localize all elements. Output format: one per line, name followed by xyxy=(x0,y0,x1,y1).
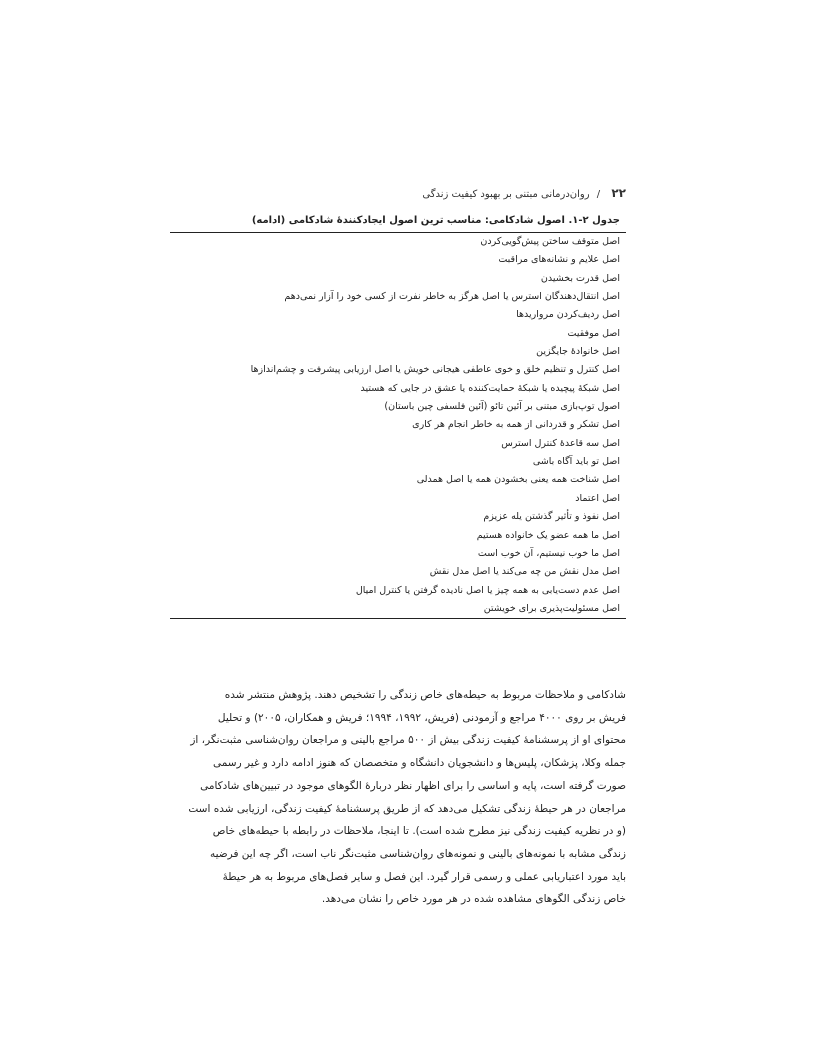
body-line: (و در نظریه کیفیت زندگی نیز مطرح شده است). تا اینجا، ملاحظات در رابطه با حیطه‌های خاص xyxy=(212,825,626,838)
table-bottom-rule xyxy=(170,618,626,619)
body-line: باید مورد اعتباریابی عملی و رسمی قرار گیرد. این فصل و سایر فصل‌های مربوط به هر حیطهٔ xyxy=(222,870,626,883)
body-line: مراجعان در هر حیطهٔ زندگی تشکیل می‌دهد که از طریق پرسشنامهٔ کیفیت زندگی، ارزیابی شده است xyxy=(188,802,626,815)
table-row: اصل تشکر و قدردانی از همه به خاطر انجام هر کاری xyxy=(412,419,620,431)
body-line: زندگی مشابه با نمونه‌های بالینی و نمونه‌های روان‌شناسی مثبت‌نگر ناب است، اگر چه این فرضیه xyxy=(209,847,626,860)
page-number: ۲۲ xyxy=(611,186,626,200)
table-body xyxy=(170,233,626,618)
book-title: روان‌درمانی مبتنی بر بهبود کیفیت زندگی xyxy=(422,189,590,200)
table-row: اصل نفوذ و تأثیر گذشتن یله عزیزم xyxy=(483,511,620,523)
table-row: اصل مدل نقش من چه می‌کند یا اصل مدل نقش xyxy=(429,566,620,578)
table-row: اصل مسئولیت‌پذیری برای خویشتن xyxy=(483,602,620,614)
principles-table xyxy=(170,215,626,619)
table-row: اصل قدرت بخشیدن xyxy=(540,272,620,284)
body-line: فریش بر روی ۴۰۰۰ مراجع و آزمودنی (فریش، ۱۹۹۲، ۱۹۹۴؛ فریش و همکاران، ۲۰۰۵) و تحلیل xyxy=(217,711,626,724)
body-line: محتوای او از پرسشنامهٔ کیفیت زندگی بیش از ۵۰۰ مراجع بالینی و مراجعان روان‌شناسی مثبت‌نگر، از xyxy=(190,734,626,747)
table-row: اصل ما همه عضو یک خانواده هستیم xyxy=(476,529,620,541)
table-row: اصول توپ‌بازی مبتنی بر آئین تائو (آئین فلسفی چین باستان) xyxy=(384,401,620,413)
table-row: اصل شناخت همه یعنی بخشودن همه یا اصل همدلی xyxy=(416,474,620,486)
table-row: اصل تو باید آگاه باشی xyxy=(532,456,620,468)
running-header xyxy=(170,186,626,200)
body-line: خاص زندگی الگوهای مشاهده شده در هر مورد خاص را نشان می‌دهد. xyxy=(321,893,626,906)
table-row: اصل کنترل و تنظیم خلق و خوی عاطفی هیجانی خویش یا اصل ارزیابی پیشرفت و چشم‌اندازها xyxy=(250,364,620,376)
table-row: اصل عدم دست‌یابی به همه چیز یا اصل نادیده گرفتن یا کنترل امیال xyxy=(355,584,620,596)
body-line: جمله وکلا، پزشکان، پلیس‌ها و دانشجویان دانشگاه و متخصصان که هنوز ادامه دارد و غیر رسمی xyxy=(212,757,626,770)
table-row: اصل خانوادهٔ جایگزین xyxy=(536,346,620,358)
table-row: اصل ما خوب نیستیم، آن خوب است xyxy=(477,547,620,559)
table-row: اصل موفقیت xyxy=(567,327,620,339)
table-caption: جدول ۲-۱. اصول شادکامی: مناسب ترین اصول ایجادکنندهٔ شادکامی (ادامه) xyxy=(170,215,626,233)
table-row: اصل متوقف ساختن پیش‌گویی‌کردن xyxy=(480,236,620,247)
table-row: اصل اعتماد xyxy=(575,492,620,504)
body-paragraph xyxy=(170,684,626,911)
table-row: اصل سه قاعدهٔ کنترل استرس xyxy=(501,437,620,449)
table-row: اصل ردیف‌کردن مرواریدها xyxy=(516,309,620,321)
table-row: اصل علایم و نشانه‌های مراقبت xyxy=(498,254,620,266)
table-row: اصل انتقال‌دهندگان استرس یا اصل هرگز به خاطر نفرت از کسی خود را آزار نمی‌دهم xyxy=(284,291,620,303)
body-line: صورت گرفته است، پایه و اساسی را برای اظهار نظر دربارهٔ الگوهای موجود در تبیین‌های شادکامی xyxy=(200,779,626,792)
body-line: شادکامی و ملاحظات مربوط به حیطه‌های خاص زندگی را تشخیص دهند. پژوهش منتشر شده xyxy=(224,689,626,701)
table-row: اصل شبکهٔ پیچیده یا شبکهٔ حمایت‌کننده یا عشق در جایی که هستید xyxy=(360,382,620,394)
header-separator: / xyxy=(596,189,601,200)
